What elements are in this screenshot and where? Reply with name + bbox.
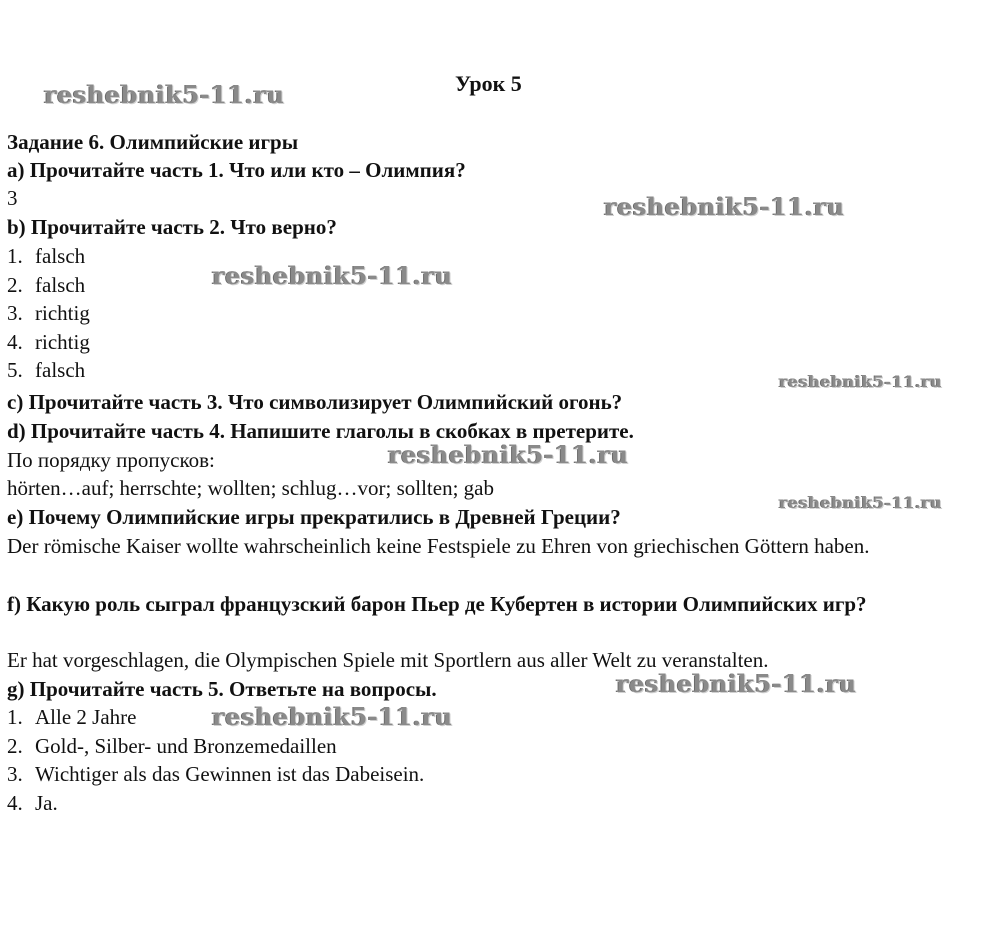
question-f: f) Какую роль сыграл французский барон Пьер де Кубертен в истории Олимпийских игр? [7,592,867,616]
list-item [7,299,90,327]
list-item-number: 1. [7,244,23,268]
list-item [7,242,85,270]
answer-a: 3 [7,186,18,210]
list-item [7,703,136,731]
list-item-number: 2. [7,273,23,297]
watermark: reshebnik5-11.ru [388,440,629,469]
lesson-title: Урок 5 [455,71,522,96]
list-item-number: 2. [7,734,23,758]
list-item-text: falsch [35,273,86,297]
watermark: reshebnik5-11.ru [779,372,943,391]
list-item [7,356,85,384]
list-item-text: richtig [35,330,90,354]
list-item-text: Wichtiger als das Gewinnen ist das Dabeisein. [35,762,425,786]
list-item [7,732,337,760]
list-item [7,328,90,356]
answer-f: Er hat vorgeschlagen, die Olympischen Spiele mit Sportlern aus aller Welt zu veranstalten. [7,648,769,672]
list-item-text: Alle 2 Jahre [35,705,137,729]
question-c: c) Прочитайте часть 3. Что символизирует Олимпийский огонь? [7,390,623,414]
list-item-number: 1. [7,705,23,729]
list-item [7,789,58,817]
watermark: reshebnik5-11.ru [616,669,857,698]
watermark: reshebnik5-11.ru [779,493,943,512]
list-item-number: 5. [7,358,23,382]
question-g: g) Прочитайте часть 5. Ответьте на вопросы. [7,677,437,701]
list-item-text: falsch [35,244,86,268]
list-item-number: 4. [7,791,23,815]
question-d: d) Прочитайте часть 4. Напишите глаголы в скобках в претерите. [7,419,634,443]
list-item-number: 4. [7,330,23,354]
task-heading: Задание 6. Олимпийские игры [7,130,299,154]
list-item-text: falsch [35,358,86,382]
list-item-number: 3. [7,762,23,786]
list-item [7,760,424,788]
watermark: reshebnik5-11.ru [604,192,845,221]
watermark: reshebnik5-11.ru [212,702,453,731]
answer-e: Der römische Kaiser wollte wahrscheinlich keine Festspiele zu Ehren von griechischen Göttern haben. [7,534,870,558]
question-a: a) Прочитайте часть 1. Что или кто – Олимпия? [7,158,466,182]
list-item-text: Gold-, Silber- und Bronzemedaillen [35,734,337,758]
question-b: b) Прочитайте часть 2. Что верно? [7,215,337,239]
list-item-text: richtig [35,301,90,325]
question-e: e) Почему Олимпийские игры прекратились в Древней Греции? [7,505,621,529]
answer-d-intro: По порядку пропусков: [7,448,215,472]
answer-d: hörten…auf; herrschte; wollten; schlug…vor; sollten; gab [7,476,494,500]
list-item [7,271,85,299]
watermark: reshebnik5-11.ru [44,80,285,109]
list-item-number: 3. [7,301,23,325]
watermark: reshebnik5-11.ru [212,261,453,290]
list-item-text: Ja. [35,791,58,815]
